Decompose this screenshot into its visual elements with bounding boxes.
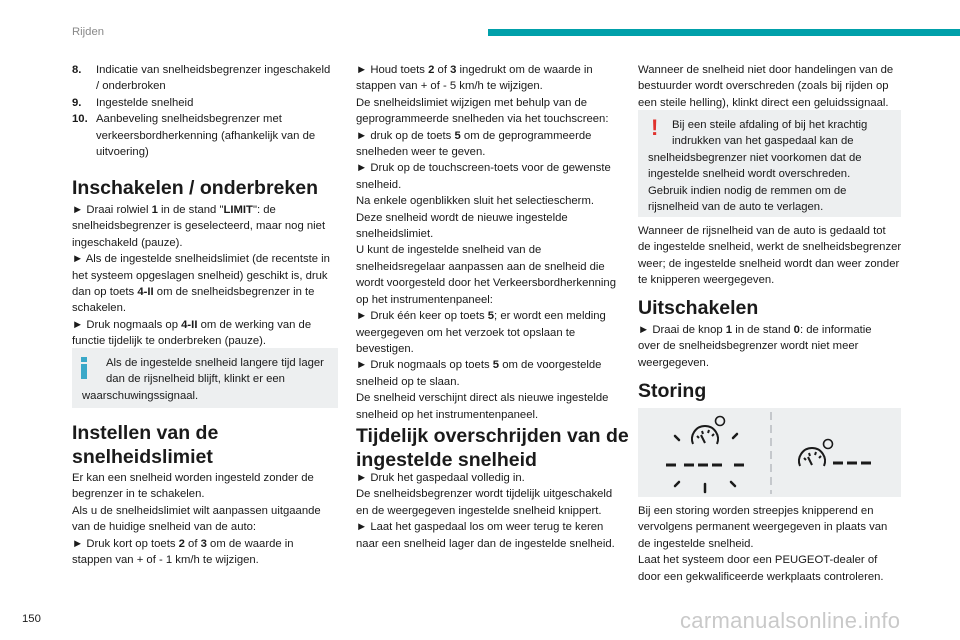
- text-line: naar een snelheid lager dan de ingestelde snelheid.: [356, 537, 615, 550]
- heading-enable: Inschakelen / onderbreken: [72, 177, 319, 199]
- text-line: bevestigen.: [356, 342, 414, 355]
- text-line: snelheidsregelaar aanpassen aan de snelheid die: [356, 260, 605, 273]
- text-line: snelheid.: [356, 178, 402, 191]
- list-text: Indicatie van snelheidsbegrenzer ingeschakeld: [96, 64, 331, 76]
- text-line: van de huidige snelheid van de auto:: [72, 521, 257, 534]
- warning-text: Bij een steile afdaling of bij het krachtig: [672, 119, 868, 131]
- text-line: weergegeven om het verzoek tot opslaan te: [356, 326, 576, 339]
- col3-after: [638, 223, 906, 289]
- list-item: [72, 62, 342, 95]
- info-box: [72, 348, 338, 408]
- text-line: een steile helling), klinkt direct een geluidssignaal.: [638, 96, 889, 109]
- list-text: uitvoering): [96, 146, 149, 159]
- text-line: ► druk op de toets 5 om de geprogrammeerde: [356, 129, 592, 142]
- text-line: stappen van + of - 1 km/h te wijzigen.: [72, 554, 259, 567]
- warning-text: snelheidsbegrenzer niet voorkomen dat de: [648, 151, 862, 164]
- heading-off: Uitschakelen: [638, 297, 759, 319]
- list-number: 9.: [72, 96, 82, 109]
- text-line: Deze snelheid wordt de nieuwe ingestelde: [356, 211, 568, 224]
- heading-exceed: [356, 424, 629, 472]
- exceed-paragraph: [356, 470, 624, 552]
- heading-line: snelheidslimiet: [72, 446, 213, 468]
- text-line: ► Laat het gaspedaal los om weer terug te keren: [356, 521, 604, 534]
- text-line: en de weergegeven ingestelde snelheid knippert.: [356, 504, 602, 517]
- speed-limiter-icon-permanent: [799, 440, 833, 467]
- list-number: 8.: [72, 64, 82, 76]
- fault-paragraph: [638, 503, 906, 585]
- text-line: vervolgens permanent weergegeven in plaats van: [638, 521, 888, 534]
- text-line: ► Houd toets 2 of 3 ingedrukt om de waarde in: [356, 64, 593, 76]
- text-line: ► Draai de knop 1 in de stand 0: de informatie: [638, 324, 872, 336]
- text-line: de ingestelde snelheid.: [638, 537, 754, 550]
- warning-icon: !: [651, 115, 659, 140]
- text-line: ► Druk het gaspedaal volledig in.: [356, 472, 525, 484]
- text-line: Wanneer de rijsnelheid van de auto is gedaald tot: [638, 225, 886, 237]
- off-paragraph: [638, 322, 906, 371]
- heading-fault: Storing: [638, 380, 707, 402]
- text-line: weer; de ingestelde snelheid wordt dan weer zonder: [638, 257, 900, 270]
- text-line: snelheid op te slaan.: [356, 375, 460, 388]
- warning-box: [638, 110, 901, 217]
- list-item: [72, 95, 342, 111]
- text-line: De snelheid verschijnt direct als nieuwe ingestelde: [356, 392, 609, 405]
- text-line: het systeem opgeslagen snelheid) geschikt is, druk: [72, 269, 328, 282]
- list-text: / onderbroken: [96, 80, 166, 93]
- text-line: geprogrammeerde snelheden via het touchscreen:: [356, 113, 609, 126]
- text-line: functie tijdelijk te onderbreken (pauze).: [72, 335, 267, 348]
- text-line: ► Druk op de touchscreen-toets voor de gewenste: [356, 162, 611, 175]
- text-line: bestuurder wordt overschreden (zoals bij rijden op: [638, 80, 889, 93]
- col2-paragraph: [356, 62, 624, 423]
- text-line: stappen van + of - 5 km/h te wijzigen.: [356, 80, 543, 93]
- text-line: over de snelheidsbegrenzer wordt niet meer: [638, 340, 859, 353]
- text-line: snelheden weer te geven.: [356, 146, 486, 159]
- blink-ray-marks: [675, 434, 737, 492]
- section-title: Rijden: [72, 26, 105, 38]
- text-line: Als u de snelheidslimiet wilt aanpassen uitgaande: [72, 504, 321, 517]
- text-line: Wanneer de snelheid niet door handelingen van de: [638, 64, 894, 76]
- text-line: schakelen.: [72, 302, 127, 315]
- text-line: begrenzer in te schakelen.: [72, 488, 205, 501]
- warning-text: indrukken van het gaspedaal kan de: [672, 135, 854, 148]
- info-text: Als de ingestelde snelheid langere tijd lager: [106, 357, 324, 369]
- heading-line: Instellen van de: [72, 422, 219, 444]
- text-line: U kunt de ingestelde snelheid van de: [356, 244, 542, 257]
- list-number: 10.: [72, 113, 88, 126]
- text-line: De snelheidslimiet wijzigen met behulp van de: [356, 96, 588, 109]
- warning-text: rijsnelheid van de auto te verlagen.: [648, 201, 824, 214]
- text-line: ingeschakeld (pauze).: [72, 236, 183, 249]
- text-line: ► Druk kort op toets 2 of 3 om de waarde in: [72, 537, 294, 550]
- text-line: Na enkele ogenblikken sluit het selectiescherm.: [356, 195, 594, 208]
- col3-intro: [638, 62, 906, 111]
- text-line: te knipperen weergegeven.: [638, 274, 775, 287]
- text-line: op het instrumentenpaneel:: [356, 293, 493, 306]
- info-text: waarschuwingssignaal.: [82, 389, 199, 402]
- set-paragraph: [72, 470, 342, 568]
- heading-line: ingestelde snelheid: [356, 449, 537, 471]
- header-accent-bar: [488, 29, 960, 36]
- enable-paragraph: [72, 202, 342, 350]
- text-line: ► Druk één keer op toets 5; er wordt een melding: [356, 310, 606, 323]
- info-text: dan de rijsnelheid blijft, klinkt er een: [106, 373, 285, 386]
- text-line: wordt voorgesteld door het Verkeersbordherkenning: [356, 277, 616, 290]
- text-line: snelheidsbegrenzer is geselecteerd, maar nog niet: [72, 220, 326, 233]
- list-text: Aanbeveling snelheidsbegrenzer met: [96, 113, 282, 126]
- watermark: carmanualsonline.info: [680, 608, 901, 633]
- text-line: de ingestelde snelheid, werkt de snelheidsbegrenzer: [638, 241, 902, 254]
- speed-limiter-fault-display: [638, 408, 901, 497]
- warning-text: ingestelde snelheid wordt overschreden.: [648, 168, 851, 181]
- text-line: snelheid op het instrumentenpaneel.: [356, 408, 539, 421]
- heading-set-limit: [72, 421, 218, 469]
- text-line: ► Druk nogmaals op toets 5 om de voorgestelde: [356, 359, 602, 372]
- text-line: Bij een storing worden streepjes knipperend en: [638, 505, 874, 517]
- info-icon: [81, 357, 87, 379]
- fault-illustration: [638, 408, 901, 497]
- text-line: ► Draai rolwiel 1 in de stand "LIMIT": de: [72, 204, 276, 216]
- text-line: snelheidslimiet.: [356, 228, 434, 241]
- list-text: verkeersbordherkenning (afhankelijk van de: [96, 129, 316, 142]
- list-item: [72, 111, 342, 160]
- heading-line: Tijdelijk overschrijden van de: [356, 425, 629, 447]
- legend-list: [72, 62, 342, 160]
- text-line: dan op toets 4-II om de snelheidsbegrenzer in te: [72, 286, 315, 299]
- speed-limiter-icon-blinking: [692, 417, 725, 445]
- text-line: Laat het systeem door een PEUGEOT-dealer of: [638, 554, 878, 567]
- list-text: Ingestelde snelheid: [96, 96, 194, 109]
- text-line: De snelheidsbegrenzer wordt tijdelijk uitgeschakeld: [356, 488, 613, 501]
- page-number: 150: [22, 613, 41, 625]
- text-line: door een gekwalificeerde werkplaats controleren.: [638, 570, 884, 583]
- text-line: Er kan een snelheid worden ingesteld zonder de: [72, 472, 314, 484]
- text-line: weergegeven.: [638, 356, 709, 369]
- text-line: ► Druk nogmaals op 4-II om de werking van de: [72, 318, 312, 331]
- text-line: ► Als de ingestelde snelheidslimiet (de recentste in: [72, 253, 330, 266]
- warning-text: Gebruik indien nodig de remmen om de: [648, 184, 847, 197]
